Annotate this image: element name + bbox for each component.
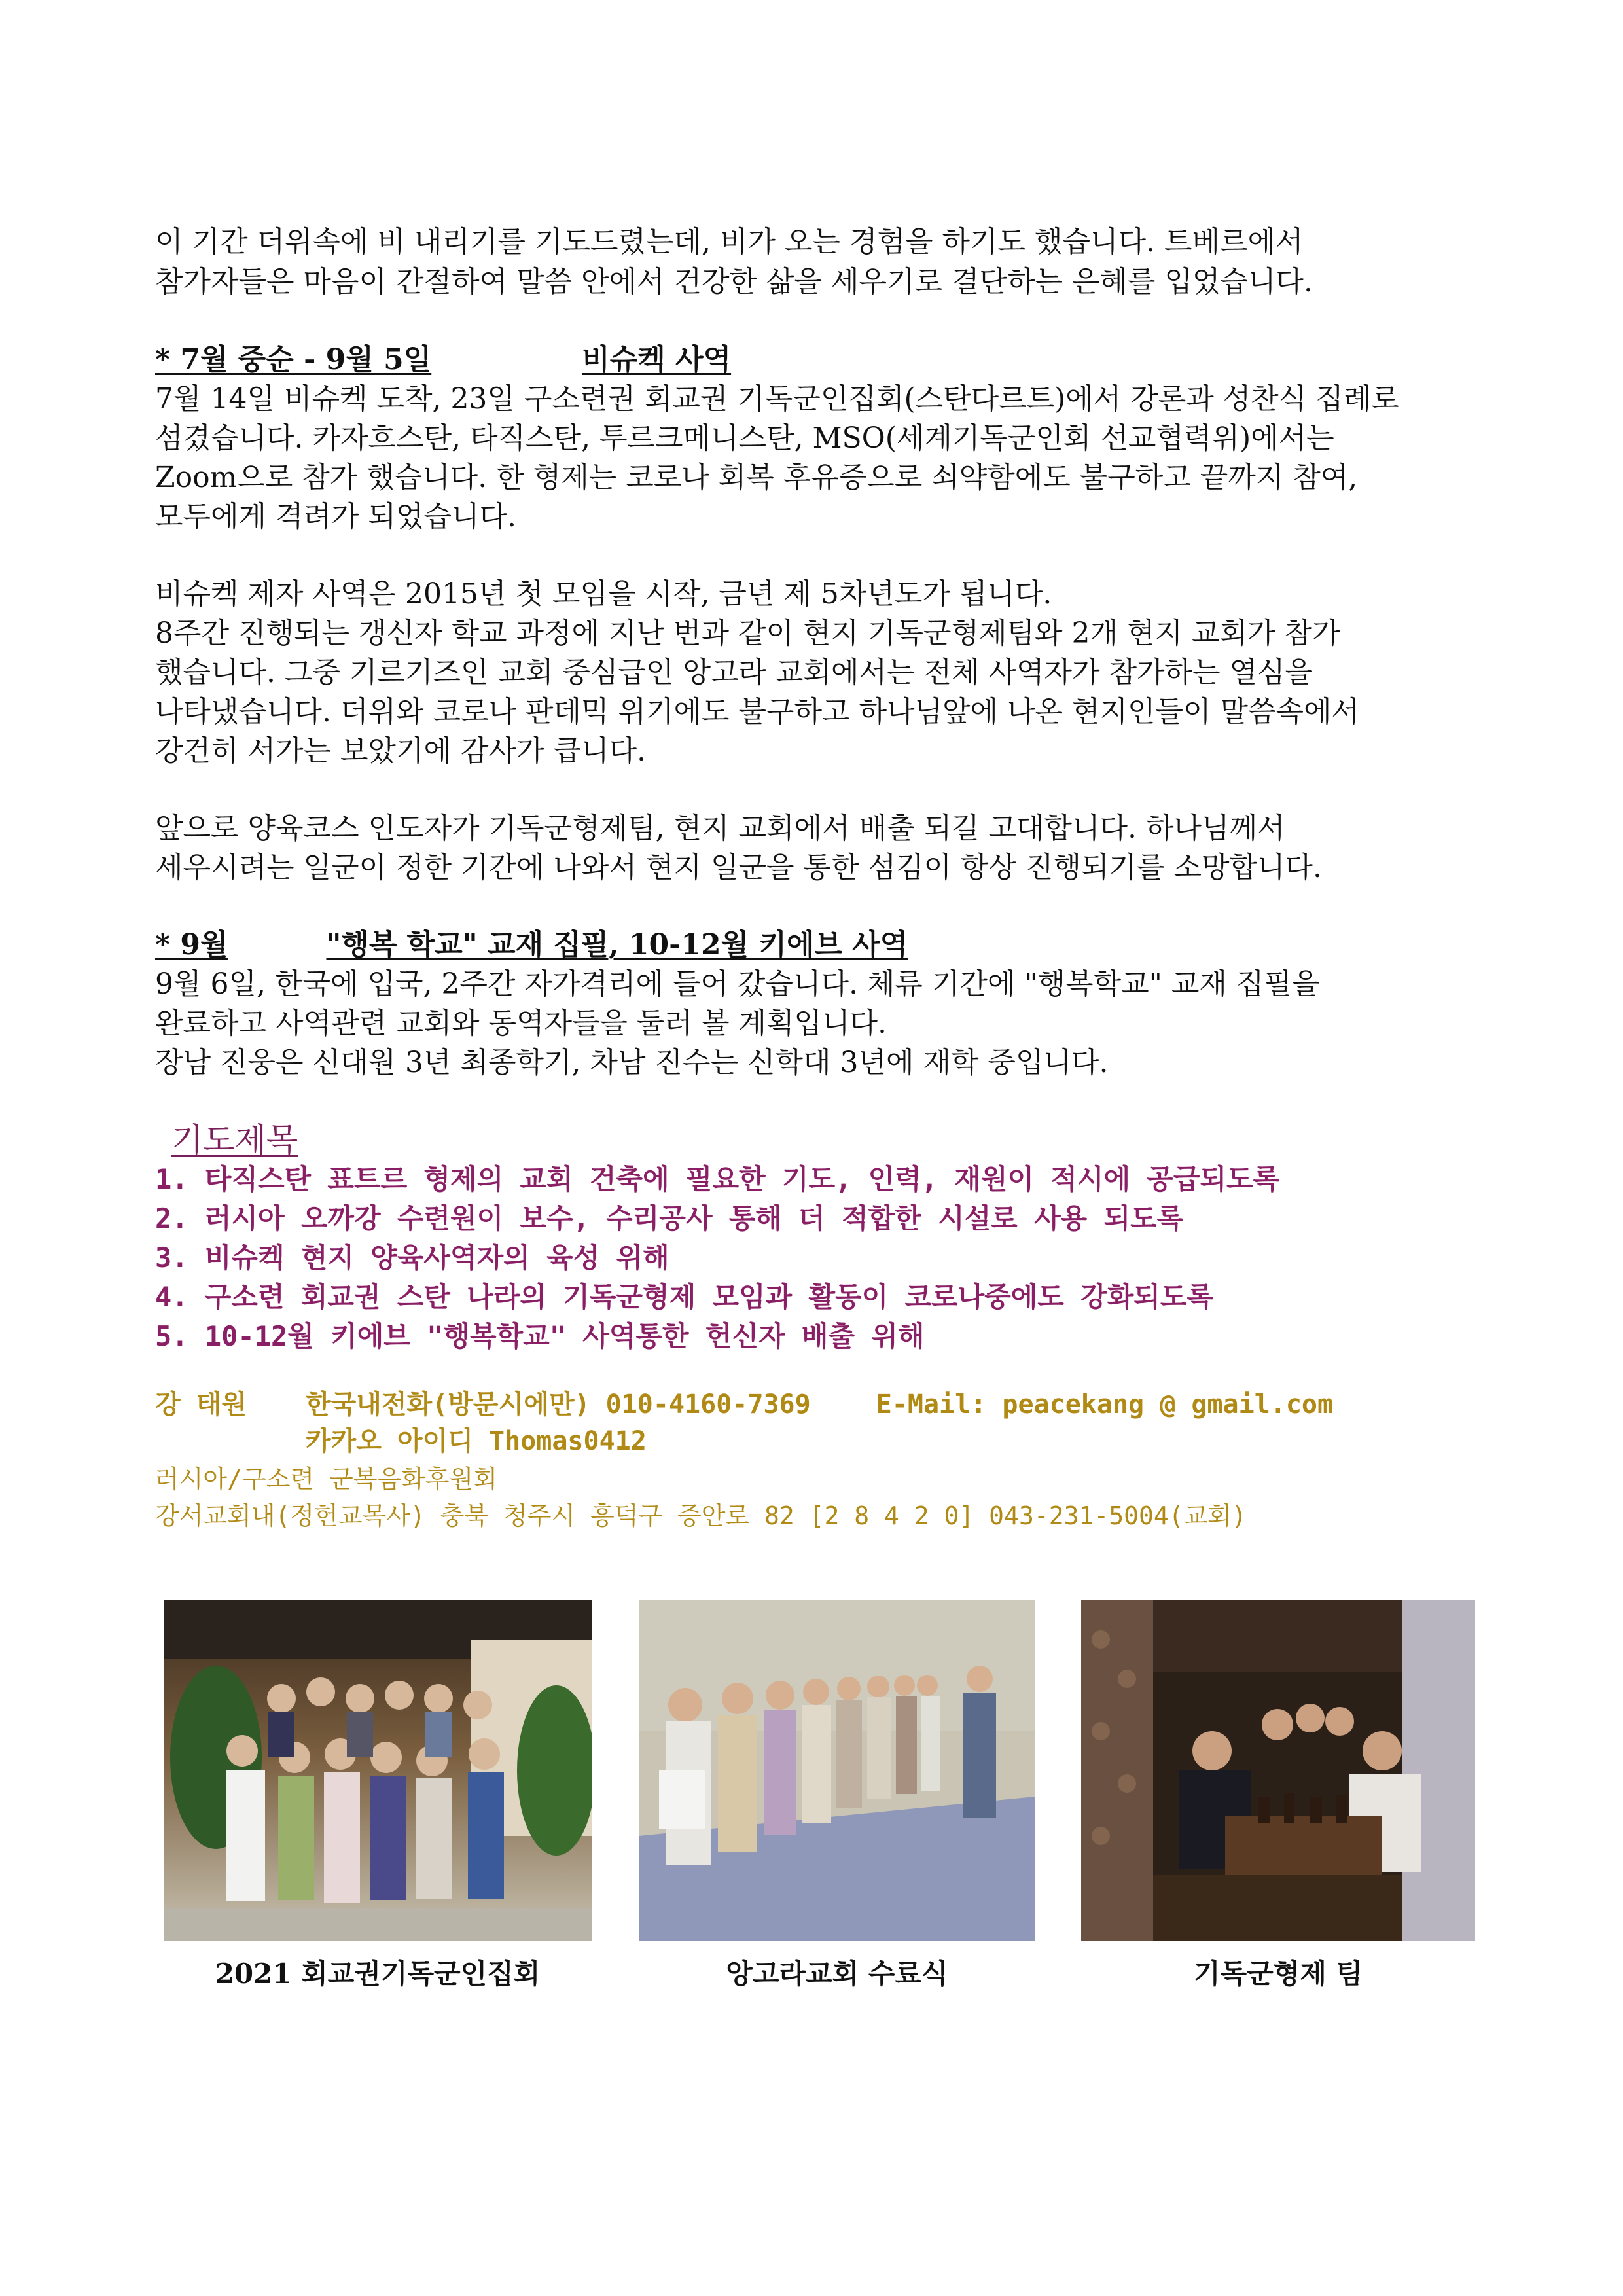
kiev-para-line-1: 9월 6일, 한국에 입국, 2주간 자가격리에 들어 갔습니다. 체류 기간에 "행복학교" 교재 집필을 <box>155 967 1320 1001</box>
prayer-item-2: 2. 러시아 오까강 수련원이 보수, 수리공사 통해 더 적합한 시설로 사용 되도록 <box>155 1202 1184 1234</box>
kiev-para-line-3: 장남 진웅은 신대원 3년 최종학기, 차남 진수는 신학대 3년에 재학 중입니다. <box>155 1046 1109 1079</box>
photo-angora-graduation <box>639 1600 1035 1941</box>
contact-email: E-Mail: peacekang @ gmail.com <box>876 1390 1334 1420</box>
bishkek-heading-date: * 7월 중순 - 9월 5일 <box>155 343 432 376</box>
contact-line-1 <box>155 1386 1333 1423</box>
caption-photo-1: 2021 회교권기독군인집회 <box>215 1958 541 1990</box>
bishkek-heading-title: 비슈켁 사역 <box>582 343 732 376</box>
photo-brothers-team <box>1081 1600 1475 1941</box>
kiev-para-line-2: 완료하고 사역관련 교회와 동역자들을 둘러 볼 계획입니다. <box>155 1007 887 1040</box>
prayer-item-5: 5. 10-12월 키에브 "행복학교" 사역통한 헌신자 배출 위해 <box>155 1320 925 1352</box>
bishkek-para2-line-4: 나타냈습니다. 더위와 코로나 판데믹 위기에도 불구하고 하나님앞에 나온 현지인들이 말씀속에서 <box>155 695 1360 728</box>
prayer-item-4: 4. 구소련 회교권 스탄 나라의 기독군형제 모임과 활동이 코로나중에도 강화되도록 <box>155 1281 1214 1313</box>
kiev-heading-title: "행복 학교" 교재 집필, 10-12월 키에브 사역 <box>326 928 908 961</box>
kiev-heading-date: * 9월 <box>155 928 228 961</box>
contact-phone: 한국내전화(방문시에만) 010-4160-7369 <box>306 1390 811 1420</box>
intro-line-2: 참가자들은 마음이 간절하여 말씀 안에서 건강한 삶을 세우기로 결단하는 은혜를 입었습니다. <box>155 265 1313 298</box>
bishkek-heading <box>155 340 731 380</box>
bishkek-para3-line-2: 세우시려는 일군이 정한 기간에 나와서 현지 일군을 통한 섬김이 항상 진행되기를 소망합니다. <box>155 851 1322 884</box>
bishkek-para1-line-3: Zoom으로 참가 했습니다. 한 형제는 코로나 회복 후유증으로 쇠약함에도 불구하고 끝까지 참여, <box>155 461 1358 494</box>
bishkek-para2-line-5: 강건히 서가는 보았기에 감사가 큽니다. <box>155 734 646 768</box>
bishkek-para3-line-1: 앞으로 양육코스 인도자가 기독군형제팀, 현지 교회에서 배출 되길 고대합니다. 하나님께서 <box>155 812 1285 845</box>
bishkek-para2-line-1: 비슈켁 제자 사역은 2015년 첫 모임을 시작, 금년 제 5차년도가 됩니다. <box>155 577 1052 611</box>
contact-kakao: 카카오 아이디 Thomas0412 <box>306 1426 647 1456</box>
prayer-title: 기도제목 <box>171 1121 298 1159</box>
caption-photo-3: 기독군형제 팀 <box>1193 1958 1363 1990</box>
contact-org: 러시아/구소련 군복음화후원회 <box>155 1465 497 1494</box>
intro-line-1: 이 기간 더위속에 비 내리기를 기도드렸는데, 비가 오는 경험을 하기도 했습니다. 트베르에서 <box>155 225 1304 259</box>
bishkek-para1-line-4: 모두에게 격려가 되었습니다. <box>155 500 517 533</box>
bishkek-para1-line-2: 섬겼습니다. 카자흐스탄, 타직스탄, 투르크메니스탄, MSO(세계기독군인회 선교협력위)에서는 <box>155 422 1334 455</box>
kiev-heading <box>155 925 908 965</box>
photo-military-gathering <box>164 1600 592 1941</box>
contact-address: 강서교회내(정헌교목사) 충북 청주시 흥덕구 증안로 82 [2 8 4 2 0] 043-231-5004(교회) <box>155 1501 1247 1530</box>
bishkek-para2-line-3: 했습니다. 그중 기르기즈인 교회 중심급인 앙고라 교회에서는 전체 사역자가 참가하는 열심을 <box>155 656 1313 689</box>
bishkek-para1-line-1: 7월 14일 비슈켁 도착, 23일 구소련권 회교권 기독군인집회(스탄다르트)에서 강론과 성찬식 집례로 <box>155 382 1399 416</box>
prayer-item-1: 1. 타직스탄 표트르 형제의 교회 건축에 필요한 기도, 인력, 재원이 적시에 공급되도록 <box>155 1163 1280 1195</box>
bishkek-para2-line-2: 8주간 진행되는 갱신자 학교 과정에 지난 번과 같이 현지 기독군형제팀와 2개 현지 교회가 참가 <box>155 617 1340 650</box>
caption-photo-2: 앙고라교회 수료식 <box>726 1958 948 1990</box>
prayer-item-3: 3. 비슈켁 현지 양육사역자의 육성 위해 <box>155 1242 669 1274</box>
contact-name: 강 태원 <box>155 1390 247 1420</box>
